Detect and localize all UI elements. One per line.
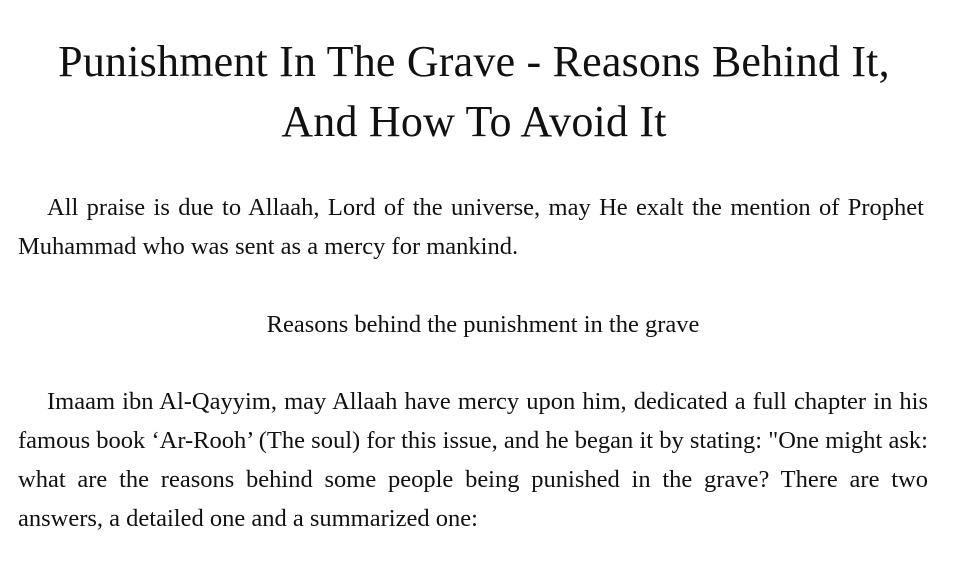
body-paragraph: Imaam ibn Al-Qayyim, may Allaah have mercy upon him, dedicated a full chapter in his famous book ‘Ar-Rooh’ (The soul) for this issue, and he began it by stating: "One might ask: what are the reasons behind some people being punished in the grave? There are two answers, a detailed one and a summarized one: <box>18 388 928 532</box>
document-page <box>18 0 930 532</box>
intro-paragraph: All praise is due to Allaah, Lord of the universe, may He exalt the mention of Prophet Muhammad who was sent as a mercy for mankind. <box>18 194 924 260</box>
page-title: Punishment In The Grave - Reasons Behind It, And How To Avoid It <box>58 37 890 146</box>
section-heading: Reasons behind the punishment in the grave <box>266 311 700 338</box>
